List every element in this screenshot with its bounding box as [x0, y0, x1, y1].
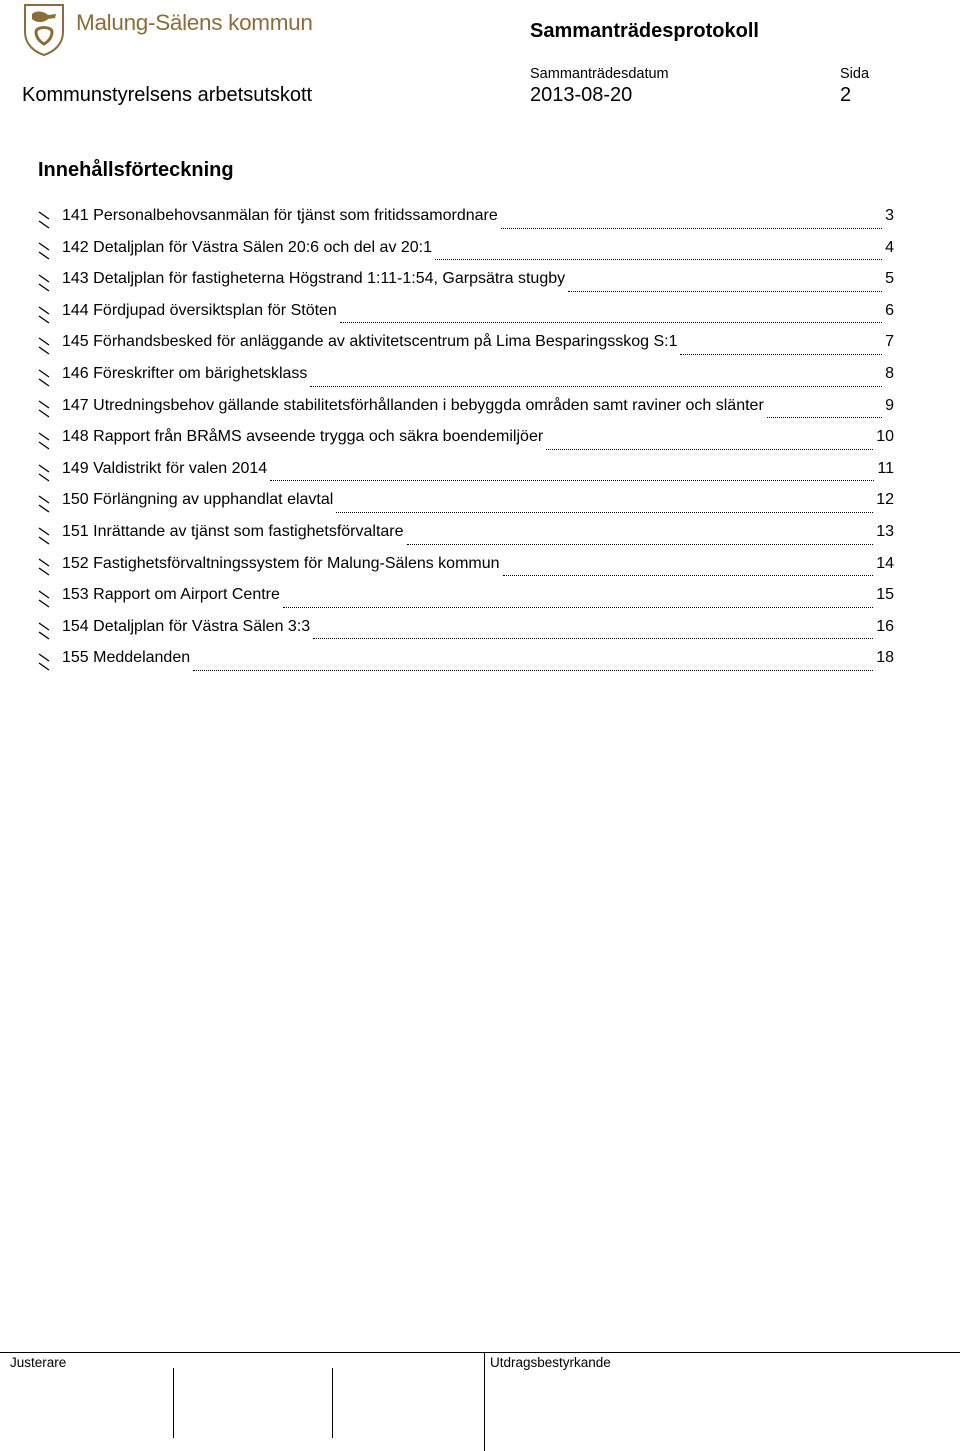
toc-entry-label: 152 Fastighetsförvaltningssystem för Malung-Sälens kommun	[62, 554, 500, 572]
toc-marker-icon	[38, 525, 50, 547]
toc-marker-icon	[38, 588, 50, 610]
toc-entry-page: 9	[885, 396, 894, 414]
toc-entry-page: 18	[876, 649, 894, 667]
toc-marker-icon	[38, 493, 50, 515]
toc-entry-label: 154 Detaljplan för Västra Sälen 3:3	[62, 617, 311, 635]
footer-divider	[0, 1352, 960, 1353]
toc-marker-icon	[38, 462, 50, 484]
toc-marker-icon	[38, 651, 50, 673]
document-type-title: Sammanträdesprotokoll	[530, 20, 759, 42]
toc-leader-dots	[501, 228, 882, 229]
toc-entry[interactable]	[38, 267, 894, 299]
toc-entry-label: 147 Utredningsbehov gällande stabilitetsförhållanden i bebyggda områden samt raviner och slänter	[62, 396, 764, 414]
municipality-logo	[22, 2, 322, 58]
toc-entry[interactable]	[38, 457, 894, 489]
toc-entry[interactable]	[38, 236, 894, 268]
page-label: Sida	[840, 66, 870, 82]
toc-entry[interactable]	[38, 552, 894, 584]
signature-box-divider	[332, 1368, 333, 1438]
toc-leader-dots	[546, 449, 873, 450]
page-number: 2	[840, 84, 852, 106]
coat-of-arms-icon	[22, 2, 66, 56]
municipality-name: Malung-Sälens kommun	[76, 10, 313, 35]
toc-marker-icon	[38, 620, 50, 642]
toc-entry-label: 145 Förhandsbesked för anläggande av aktivitetscentrum på Lima Besparingsskog S:1	[62, 333, 678, 351]
toc-leader-dots	[503, 575, 874, 576]
toc-title: Innehållsförteckning	[38, 159, 234, 181]
toc-entry-label: 149 Valdistrikt för valen 2014	[62, 459, 268, 477]
toc-entry[interactable]	[38, 615, 894, 647]
toc-entry-page: 12	[876, 491, 894, 509]
meeting-date-label: Sammanträdesdatum	[530, 66, 669, 82]
toc-entry[interactable]	[38, 330, 894, 362]
toc-entry-page: 15	[876, 586, 894, 604]
toc-leader-dots	[270, 480, 874, 481]
toc-entry-page: 16	[876, 617, 894, 635]
toc-leader-dots	[767, 417, 882, 418]
toc-entry-label: 141 Personalbehovsanmälan för tjänst som fritidssamordnare	[62, 207, 498, 224]
toc-leader-dots	[283, 607, 873, 608]
toc-entry[interactable]	[38, 646, 894, 678]
committee-name: Kommunstyrelsens arbetsutskott	[22, 84, 313, 106]
toc-leader-dots	[568, 291, 882, 292]
signature-box-divider	[173, 1368, 174, 1438]
toc-leader-dots	[435, 259, 882, 260]
toc-marker-icon	[38, 272, 50, 294]
toc-entry[interactable]	[38, 583, 894, 615]
toc-entry-label: 153 Rapport om Airport Centre	[62, 586, 280, 604]
toc-marker-icon	[38, 335, 50, 357]
toc-entry-page: 5	[885, 270, 894, 288]
toc-marker-icon	[38, 430, 50, 452]
toc-entry-page: 10	[876, 428, 894, 446]
toc-entry-page: 7	[885, 333, 894, 351]
justerare-label: Justerare	[10, 1355, 67, 1370]
toc-marker-icon	[38, 240, 50, 262]
toc-entry-page: 8	[885, 364, 894, 382]
toc-marker-icon	[38, 367, 50, 389]
toc-entry[interactable]	[38, 425, 894, 457]
toc-entry[interactable]	[38, 520, 894, 552]
toc-marker-icon	[38, 209, 50, 231]
toc-entry-label: 146 Föreskrifter om bärighetsklass	[62, 364, 308, 382]
table-of-contents	[38, 204, 894, 678]
toc-entry-label: 150 Förlängning av upphandlat elavtal	[62, 491, 334, 509]
toc-marker-icon	[38, 304, 50, 326]
toc-leader-dots	[313, 638, 873, 639]
toc-entry-page: 6	[885, 301, 894, 319]
toc-entry[interactable]	[38, 488, 894, 520]
signature-box-divider	[484, 1352, 485, 1451]
toc-entry-page: 11	[877, 459, 894, 477]
toc-leader-dots	[407, 544, 874, 545]
toc-entry-page: 4	[885, 238, 894, 256]
toc-entry-label: 148 Rapport från BRåMS avseende trygga och säkra boendemiljöer	[62, 428, 544, 446]
toc-leader-dots	[680, 354, 882, 355]
toc-leader-dots	[193, 670, 873, 671]
toc-marker-icon	[38, 556, 50, 578]
toc-entry-label: 155 Meddelanden	[62, 649, 191, 667]
toc-leader-dots	[310, 386, 882, 387]
toc-entry-label: 151 Inrättande av tjänst som fastighetsförvaltare	[62, 522, 404, 540]
meeting-date-value: 2013-08-20	[530, 84, 633, 106]
toc-entry-label: 142 Detaljplan för Västra Sälen 20:6 och del av 20:1	[62, 238, 433, 256]
toc-marker-icon	[38, 398, 50, 420]
toc-entry[interactable]	[38, 299, 894, 331]
toc-entry[interactable]	[38, 204, 894, 236]
toc-leader-dots	[340, 322, 882, 323]
toc-entry-label: 144 Fördjupad översiktsplan för Stöten	[62, 301, 337, 319]
utdragsbestyrkande-label: Utdragsbestyrkande	[490, 1355, 611, 1370]
toc-entry-page: 3	[885, 207, 894, 224]
toc-entry[interactable]	[38, 362, 894, 394]
toc-entry-label: 143 Detaljplan för fastigheterna Högstrand 1:11-1:54, Garpsätra stugby	[62, 270, 566, 288]
toc-entry[interactable]	[38, 394, 894, 426]
toc-leader-dots	[336, 512, 873, 513]
toc-entry-page: 13	[876, 522, 894, 540]
toc-entry-page: 14	[876, 554, 894, 572]
